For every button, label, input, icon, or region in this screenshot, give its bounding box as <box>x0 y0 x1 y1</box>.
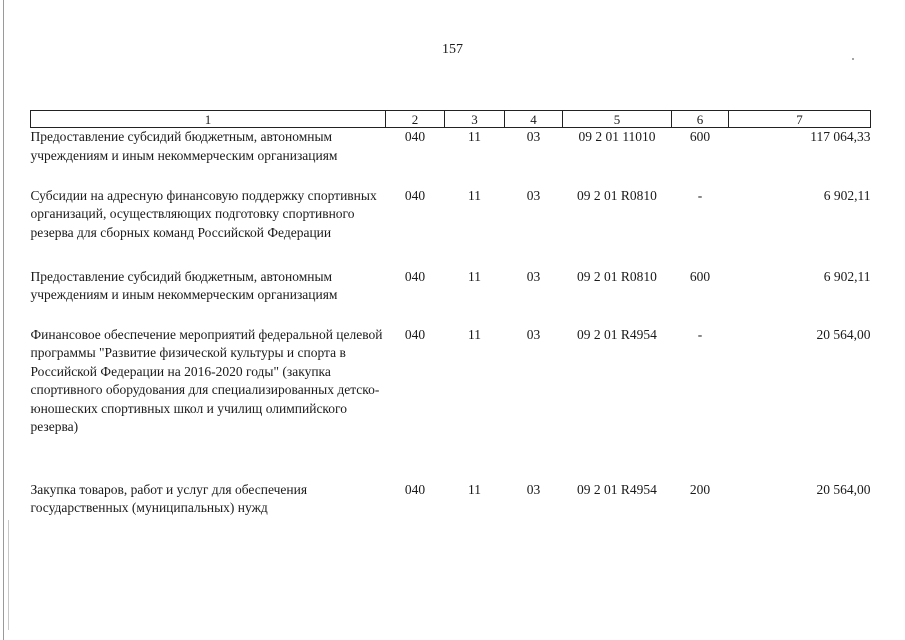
row-section: 11 <box>468 187 481 203</box>
row-admin-code: 040 <box>404 481 426 497</box>
row-expense-type: 200 <box>689 481 711 497</box>
row-expense-type: 600 <box>689 268 711 284</box>
header-row <box>31 111 871 128</box>
table-row <box>31 268 871 326</box>
row-section: 11 <box>468 326 481 342</box>
header-col-3: 3 <box>445 111 505 128</box>
header-col-4: 4 <box>505 111 563 128</box>
row-description: Субсидии на адресную финансовую поддержку спортивных организаций, осуществляющих подготовку спортивного резерва для сборных команд Российской Федерации <box>30 187 377 240</box>
row-amount: 20 564,00 <box>816 481 871 497</box>
row-admin-code: 040 <box>404 129 426 144</box>
row-target-item: 09 2 01 R0810 <box>577 187 657 203</box>
row-subsection: 03 <box>526 268 541 284</box>
row-admin-code: 040 <box>404 326 426 342</box>
scan-edge-line-secondary <box>8 520 9 630</box>
row-expense-type: 600 <box>689 129 711 144</box>
table-row <box>31 481 871 521</box>
row-subsection: 03 <box>526 326 541 342</box>
row-description: Финансовое обеспечение мероприятий федеральной целевой программы "Развитие физической культуры и спорта в Российской Федерации на 2016-2020 годы" (закупка спортивного оборудования для специализированных детско-юношеских спортивных школ и училищ олимпийского резерва) <box>30 326 383 434</box>
row-amount: 6 902,11 <box>823 187 871 203</box>
header-col-2: 2 <box>386 111 445 128</box>
header-col-5: 5 <box>563 111 672 128</box>
row-target-item: 09 2 01 11010 <box>578 129 656 144</box>
row-amount: 117 064,33 <box>810 129 871 144</box>
row-expense-type: - <box>697 326 703 342</box>
row-amount: 6 902,11 <box>823 268 871 284</box>
row-target-item: 09 2 01 R4954 <box>577 481 657 497</box>
row-subsection: 03 <box>526 187 541 203</box>
row-subsection: 03 <box>526 129 541 144</box>
header-col-6: 6 <box>672 111 729 128</box>
row-admin-code: 040 <box>404 268 426 284</box>
row-subsection: 03 <box>526 481 541 497</box>
scan-edge-line <box>3 0 4 640</box>
table-row <box>31 187 871 268</box>
row-target-item: 09 2 01 R4954 <box>577 326 657 342</box>
row-section: 11 <box>468 481 481 497</box>
row-target-item: 09 2 01 R0810 <box>577 268 657 284</box>
scan-speck <box>852 58 854 60</box>
header-col-7: 7 <box>729 111 871 128</box>
row-description: Предоставление субсидий бюджетным, автономным учреждениям и иным некоммерческим организациям <box>30 129 338 163</box>
table-row <box>31 128 871 187</box>
row-description: Предоставление субсидий бюджетным, автономным учреждениям и иным некоммерческим организациям <box>30 268 338 302</box>
row-expense-type: - <box>697 187 703 203</box>
row-amount: 20 564,00 <box>816 326 871 342</box>
row-section: 11 <box>468 268 481 284</box>
table-row <box>31 326 871 481</box>
header-col-1: 1 <box>31 111 386 128</box>
row-section: 11 <box>468 129 481 144</box>
budget-table <box>30 110 871 521</box>
row-description: Закупка товаров, работ и услуг для обеспечения государственных (муниципальных) нужд <box>30 481 308 515</box>
page-number: 157 <box>442 42 463 57</box>
row-admin-code: 040 <box>404 187 426 203</box>
